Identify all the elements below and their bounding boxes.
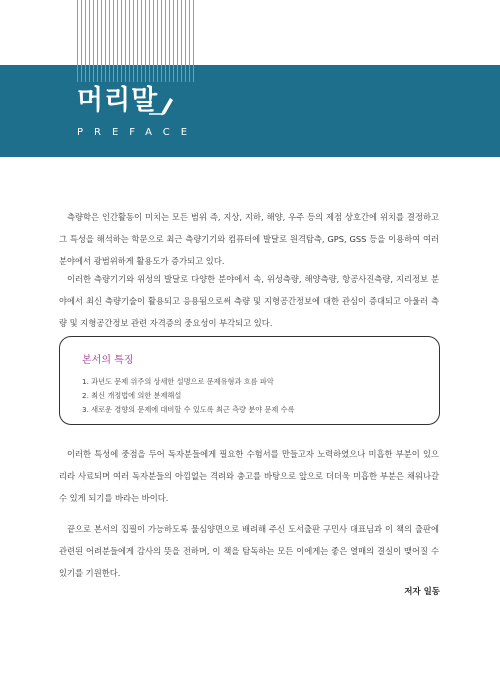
features-list — [82, 375, 295, 417]
features-list-item: 3. 새로운 경향의 문제에 대비할 수 있도록 최근 측량 분야 문제 수록 — [82, 405, 295, 414]
body-paragraph-4: 끝으로 본서의 집필이 가능하도록 물심양면으로 배려해 주신 도서출판 구민사 대표님과 이 책의 출판에 관련된 어려분들에게 감사의 뜻을 전하며, 이 책을 탐독하는 모든 이에게는 좋은 열매의 결실이 맺어질 수 있기를 기원한다. — [59, 524, 439, 578]
decorative-stripes-overlay — [77, 65, 195, 82]
author-signature: 저자 일동 — [404, 587, 440, 597]
page-subtitle: PREFACE — [77, 127, 199, 138]
body-paragraph-1: 측량학은 인간활동이 미치는 모든 범위 즉, 지상, 지하, 해양, 우주 등의 제점 상호간에 위치를 결정하고 그 특성을 해석하는 학문으로 최근 측량기기와 컴퓨터에 발달로 원격탐측, GPS, GSS 등을 이용하여 여러 분야에서 광범위하게 활용도가 증가되고 있다. — [59, 212, 439, 266]
body-paragraph-3: 이러한 특성에 중점을 두어 독자분들에게 필요한 수험서를 만들고자 노력하였으나 미흡한 부분이 있으리라 사료되며 여러 독자분들의 아낌없는 격려와 충고를 바탕으로 앞으로 더더욱 미흡한 부분은 채워나갈 수 있게 되기를 바라는 바이다. — [59, 449, 439, 503]
features-box — [59, 336, 440, 425]
body-paragraph-2: 이러한 측량기기와 위성의 발달로 다양한 분야에서 속, 위성측량, 해양측량, 항공사진측량, 지리정보 분야에서 최신 측량기술이 활용되고 응용됨으로써 측량 및 지형공간정보에 대한 관심이 증대되고 아울러 측량 및 지형공간정보 관련 자격증의 중요성이 부각되고 있다. — [59, 274, 439, 328]
features-list-item: 2. 최신 개정법에 의한 분제해설 — [82, 391, 182, 400]
header-band — [0, 65, 500, 157]
features-title: 본서의 특징 — [82, 355, 134, 366]
pencil-icon — [148, 93, 174, 117]
features-list-item: 1. 과년도 문제 위주의 상세한 설명으로 문제유형과 흐름 파악 — [82, 377, 274, 386]
page-title: 머리말 — [77, 85, 159, 116]
